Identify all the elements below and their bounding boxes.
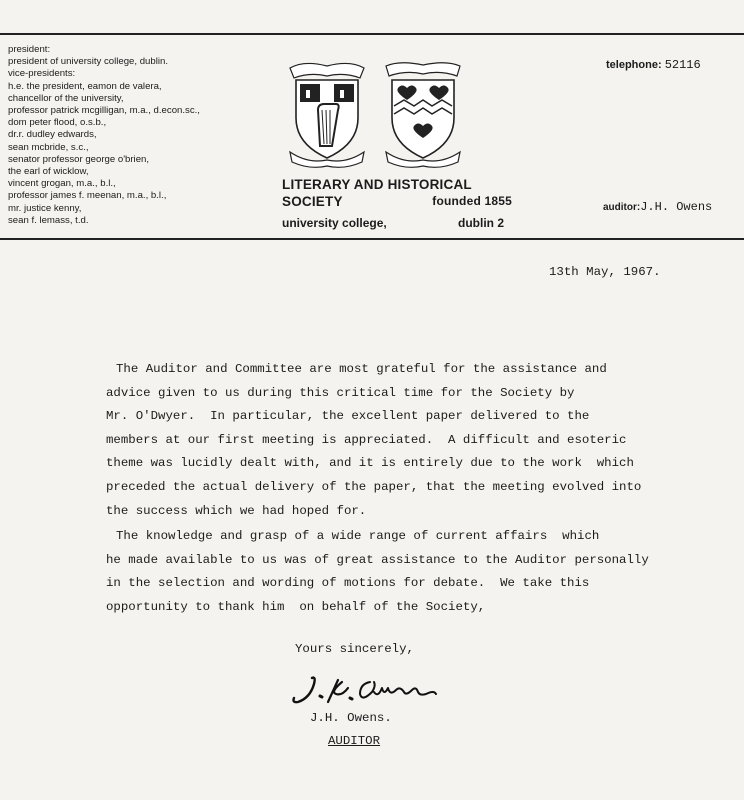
auditor-label: auditor: (603, 202, 641, 213)
letter-closing: Yours sincerely, (295, 642, 414, 656)
society-name-line1: LITERARY AND HISTORICAL (282, 177, 472, 192)
header-top-rule (0, 33, 744, 35)
letter-line: in the selection and wording of motions for debate. We take this (106, 576, 590, 591)
letter-date: 13th May, 1967. (549, 265, 661, 279)
officer-line: president: (8, 44, 51, 55)
letter-line: advice given to us during this critical time for the Society by (106, 385, 575, 400)
officers-list (8, 44, 268, 227)
telephone (606, 58, 701, 72)
officer-line: vincent grogan, m.a., b.l., (8, 178, 116, 190)
officer-line: dom peter flood, o.s.b., (8, 117, 107, 129)
officer-line: professor patrick mcgilligan, m.a., d.econ.sc., (8, 105, 200, 117)
letter-paragraph-1 (106, 358, 706, 523)
society-name-line2: SOCIETY (282, 194, 343, 209)
officer-line: president of university college, dublin. (8, 56, 168, 68)
college-name: university college, (282, 216, 387, 230)
letter-line: Mr. O'Dwyer. In particular, the excellent paper delivered to the (106, 409, 590, 424)
auditor-header (603, 200, 712, 214)
officer-line: mr. justice kenny, (8, 202, 82, 214)
officer-line: professor james f. meenan, m.a., b.l., (8, 190, 167, 202)
harp-shield-crest-icon (284, 60, 370, 170)
officer-line: chancellor of the university, (8, 92, 124, 104)
telephone-label: telephone: (606, 59, 662, 71)
officer-line: h.e. the president, eamon de valera, (8, 80, 162, 92)
officer-line: vice-presidents: (8, 68, 76, 80)
letter-line: The knowledge and grasp of a wide range of current affairs which (116, 529, 600, 543)
letter-line: preceded the actual delivery of the paper, that the meeting evolved into (106, 479, 642, 494)
letter-paragraph-2 (106, 525, 706, 619)
hearts-shield-crest-icon (380, 60, 466, 170)
city-name: dublin 2 (458, 216, 504, 230)
signer-name: J.H. Owens. (310, 711, 392, 725)
founded-year: founded 1855 (432, 194, 512, 208)
society-name (282, 176, 512, 210)
header-bottom-rule (0, 238, 744, 240)
signer-title: AUDITOR (328, 734, 381, 748)
officer-line: sean f. lemass, t.d. (8, 214, 89, 226)
letter-line: members at our first meeting is appreciated. A difficult and esoteric (106, 432, 627, 447)
letter-line: theme was lucidly dealt with, and it is entirely due to the work which (106, 456, 634, 471)
officer-line: the earl of wicklow, (8, 166, 89, 178)
officer-line: sean mcbride, s.c., (8, 141, 89, 153)
letter-line: he made available to us was of great assistance to the Auditor personally (106, 552, 649, 567)
society-address (282, 216, 504, 230)
letter-line: opportunity to thank him on behalf of the Society, (106, 599, 486, 614)
telephone-number: 52116 (664, 58, 701, 72)
letter-line: the success which we had hoped for. (106, 503, 367, 518)
officer-line: dr.r. dudley edwards, (8, 129, 97, 141)
handwritten-signature (290, 672, 440, 708)
letter-line: The Auditor and Committee are most grateful for the assistance and (116, 362, 607, 376)
officer-line: senator professor george o'brien, (8, 153, 150, 165)
auditor-name: J.H. Owens (640, 200, 713, 214)
